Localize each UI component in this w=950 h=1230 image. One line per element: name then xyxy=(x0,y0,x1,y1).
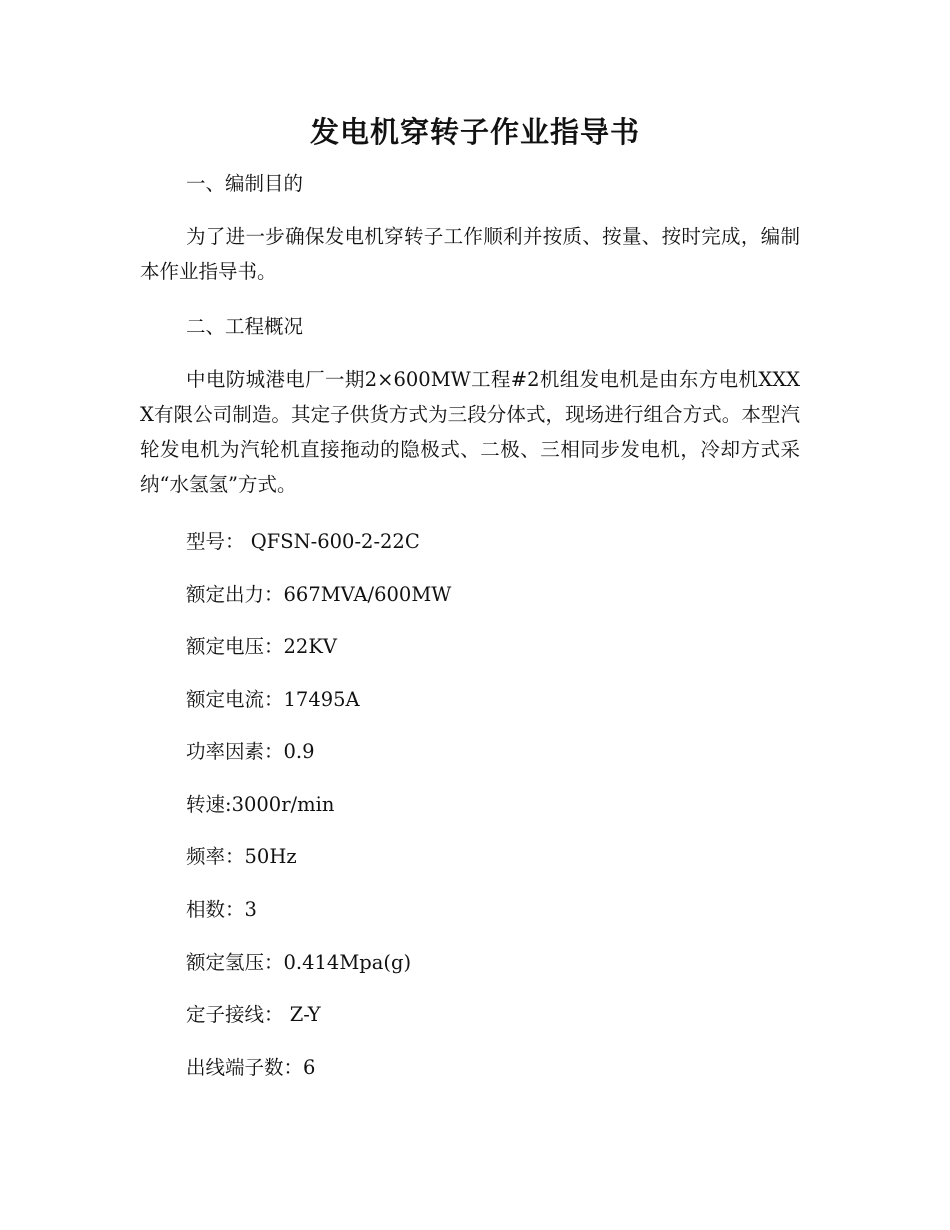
spec-model: 型号： QFSN-600-2-22C xyxy=(186,530,420,553)
spec-phases: 相数：3 xyxy=(186,898,257,921)
spec-frequency: 频率：50Hz xyxy=(186,845,297,868)
spec-hydrogen-pressure: 额定氢压：0.414Mpa(g) xyxy=(186,951,412,974)
section-2-heading: 二、工程概况 xyxy=(186,315,304,338)
spec-stator-connection: 定子接线： Z-Y xyxy=(186,1003,321,1026)
section-1-heading: 一、编制目的 xyxy=(186,172,304,195)
spec-power-factor: 功率因素：0.9 xyxy=(186,740,315,763)
spec-rated-output: 额定出力：667MVA/600MW xyxy=(186,583,452,606)
spec-terminal-count: 出线端子数：6 xyxy=(186,1056,316,1079)
spec-rated-voltage: 额定电压：22KV xyxy=(186,635,337,658)
spec-speed: 转速:3000r/min xyxy=(186,793,335,816)
section-2-body: 中电防城港电厂一期2×600MW工程#2机组发电机是由东方电机XXXX有限公司制造。其定子供货方式为三段分体式，现场进行组合方式。本型汽轮发电机为汽轮机直接拖动的隐极式、二极、三相同步发电机，冷却方式采纳“水氢氢”方式。 xyxy=(140,368,800,496)
document-title: 发电机穿转子作业指导书 xyxy=(309,115,640,149)
spec-rated-current: 额定电流：17495A xyxy=(186,688,360,711)
section-1-body: 为了进一步确保发电机穿转子工作顺利并按质、按量、按时完成，编制本作业指导书。 xyxy=(140,225,800,283)
